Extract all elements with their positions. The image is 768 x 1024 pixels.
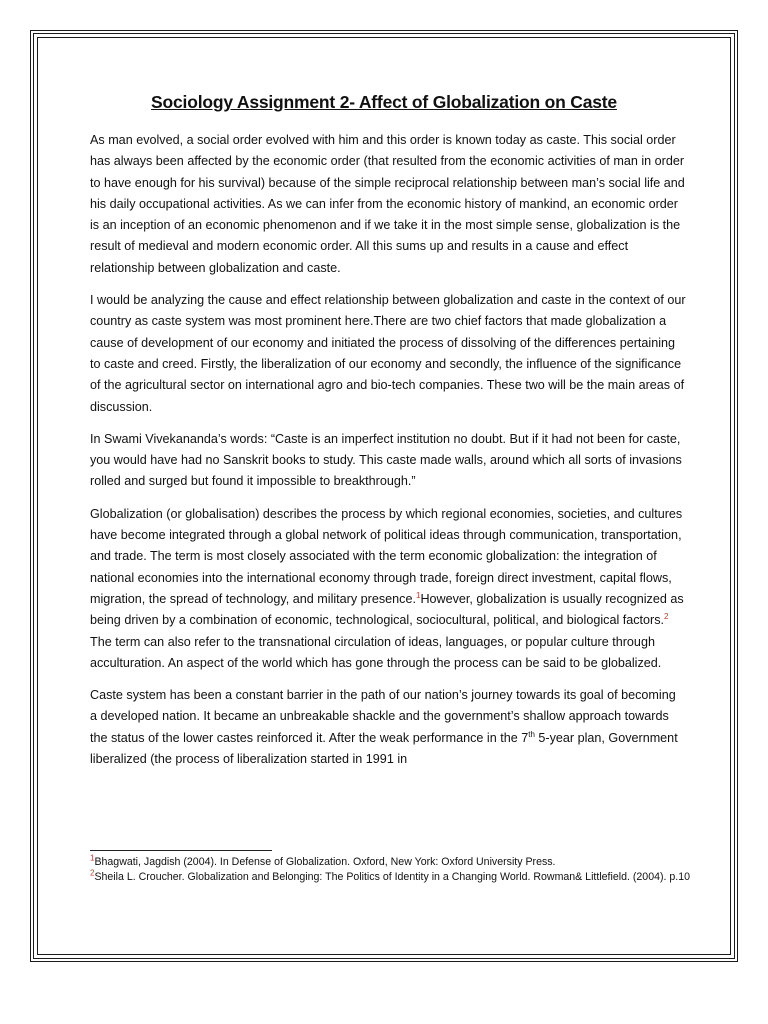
paragraph-5: [90, 685, 686, 770]
footnote-1-text: Bhagwati, Jagdish (2004). In Defense of Globalization. Oxford, New York: Oxford University Press.: [94, 856, 556, 868]
footnote-2: [90, 870, 690, 885]
paragraph-4-part-a: Globalization (or globalisation) describes the process by which regional economies, societies, and cultures have become integrated through a global network of political ideas through communication, transportation, and trade. The term is most closely associated with the term economic globalization: the integration of national economies into the international economy through trade, foreign direct investment, capital flows, migration, the spread of technology, and military presence.: [90, 506, 683, 606]
paragraph-4-part-b: However, globalization is usually recognized as being driven by a combination of economic, technological, sociocultural, political, and biological factors.: [90, 591, 684, 628]
paragraph-2: I would be analyzing the cause and effect relationship between globalization and caste in the context of our country as caste system was most prominent here.There are two chief factors that made globalization a cause of development of our economy and initiated the process of dissolving of the differences pertaining to caste and creed. Firstly, the liberalization of our economy and secondly, the influence of the significance of the agricultural sector on international agro and bio-tech companies. These two will be the main areas of discussion.: [90, 293, 686, 414]
footnote-ref-2[interactable]: 2: [664, 612, 669, 622]
document-title: Sociology Assignment 2- Affect of Globalization on Caste: [151, 92, 617, 112]
footnote-1: [90, 855, 690, 870]
paragraph-3: In Swami Vivekananda’s words: “Caste is an imperfect institution no doubt. But if it had not been for caste, you would have had no Sanskrit books to study. This caste made walls, around which all sorts of invasions rolled and surged but found it impossible to breakthrough.”: [90, 431, 682, 489]
footnote-1-number: 1: [90, 853, 95, 863]
paragraph-4: [90, 504, 686, 674]
footnotes: [90, 855, 690, 885]
footnote-2-number: 2: [90, 868, 95, 878]
paragraph-5-part-b: 5-year plan, Government liberalized (the process of liberalization started in 1991 in: [90, 730, 678, 767]
footnote-separator: [90, 850, 272, 851]
paragraph-5-part-a: Caste system has been a constant barrier in the path of our nation’s journey towards its goal of becoming a developed nation. It became an unbreakable shackle and the government’s shallow approach towards the status of the lower castes reinforced it. After the weak performance in the 7: [90, 688, 676, 745]
footnote-ref-1[interactable]: 1: [415, 590, 421, 600]
ordinal-suffix: th: [528, 729, 535, 739]
paragraph-4-part-c: The term can also refer to the transnational circulation of ideas, languages, or popular culture through acculturation. An aspect of the world which has gone through the process can be said to be globalized.: [90, 634, 662, 670]
paragraph-1: As man evolved, a social order evolved with him and this order is known today as caste. This social order has always been affected by the economic order (that resulted from the economic activities of man in order to have enough for his survival) because of the simple reciprocal relationship between man’s social life and his daily occupational activities. As we can infer from the economic history of mankind, an economic order is an inception of an economic phenomenon and if we take it in the most simple sense, globalization is the result of medieval and modern economic order. All this sums up and results in a cause and effect relationship between globalization and caste.: [90, 133, 685, 275]
footnote-2-text: Sheila L. Croucher. Globalization and Belonging: The Politics of Identity in a Changing World. Rowman& Littlefield. (2004). p.10: [94, 871, 691, 883]
document-body: [90, 130, 686, 781]
